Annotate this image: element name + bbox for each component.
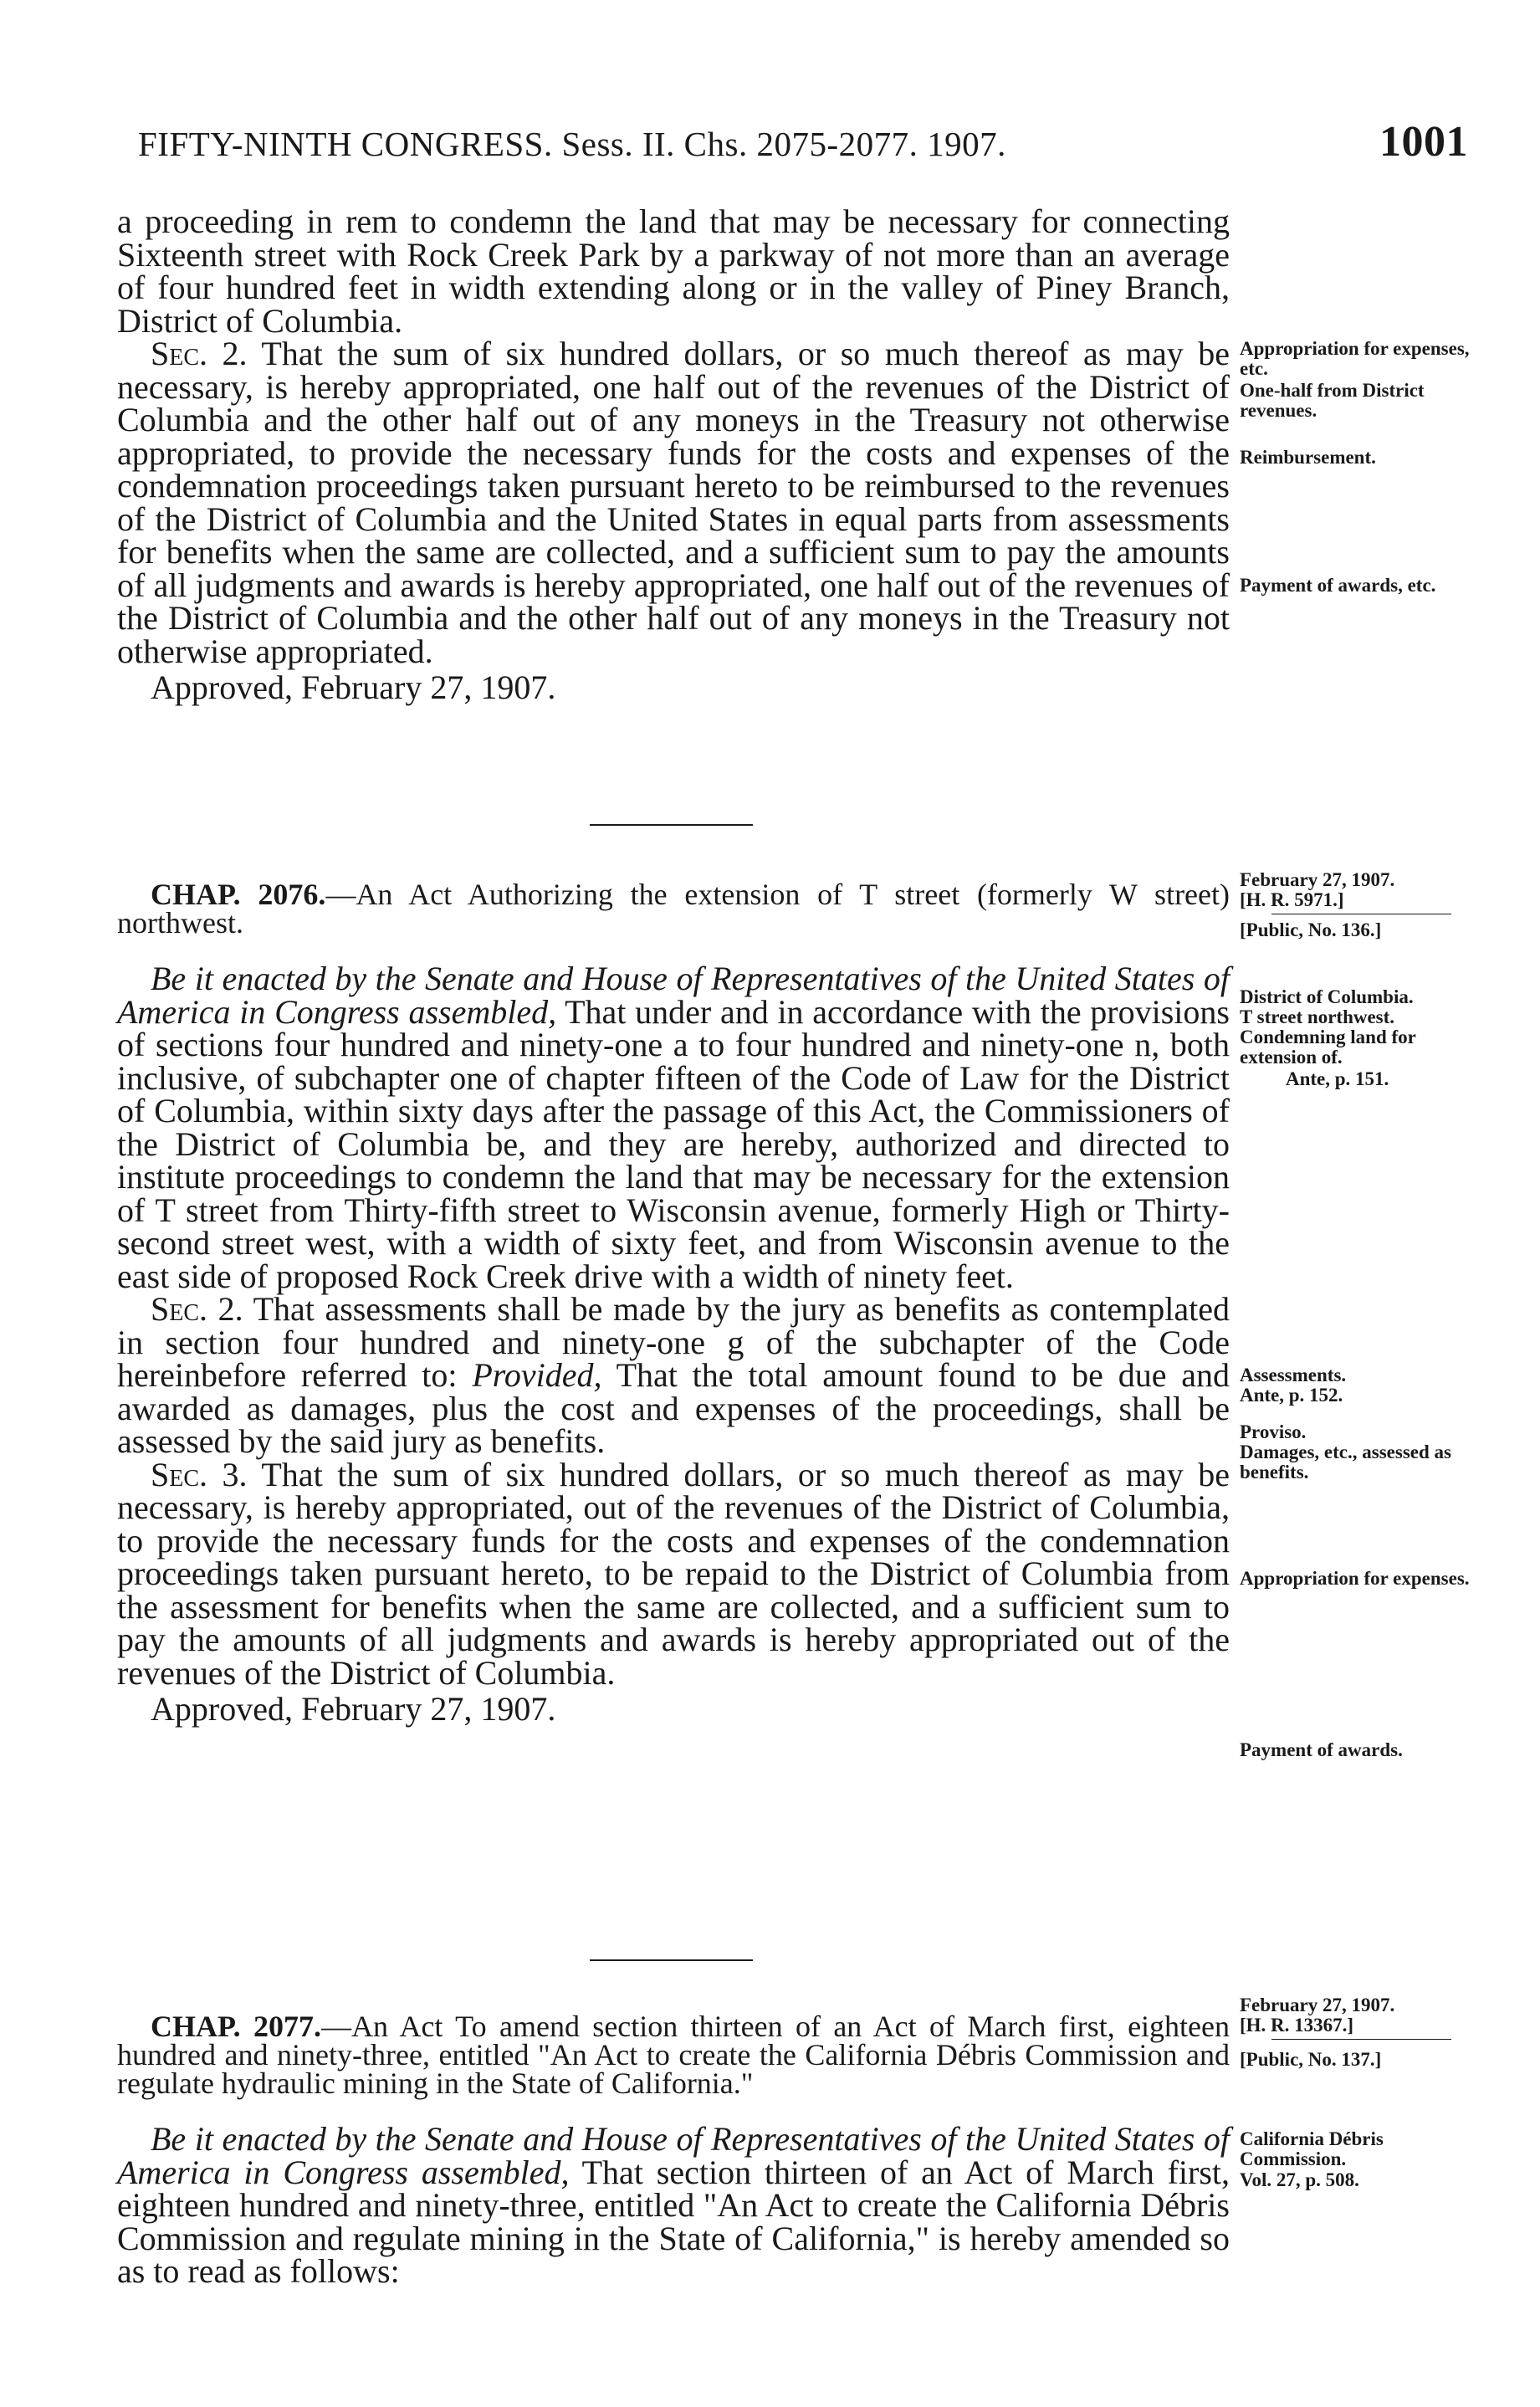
enacting-clause: Be it enacted by the Senate and House of Representatives of the United States of America in Congress assembled,	[117, 960, 1230, 1031]
margin-note-payment: Payment of awards.	[1240, 1739, 1403, 1760]
approval-line: Approved, February 27, 1907.	[151, 1690, 556, 1728]
enacting-paragraph	[117, 962, 1230, 1293]
margin-date: February 27, 1907.	[1240, 869, 1395, 890]
margin-public-law: [Public, No. 137.]	[1240, 2049, 1382, 2070]
chapter-2077-body	[117, 2012, 1230, 2288]
section-text: That the total amount found to be due and awarded as damages, plus the cost and expenses of the proceedings, shall be assessed by the said jury as benefits.	[117, 1356, 1230, 1460]
chapter-heading	[117, 878, 1230, 940]
margin-note-one-half: One-half from District revenues.	[1240, 380, 1425, 421]
section-3-paragraph	[117, 1455, 1230, 1692]
margin-note-ante-151: Ante, p. 151.	[1286, 1068, 1389, 1089]
section-2-paragraph	[117, 337, 1230, 668]
section-divider	[590, 1959, 753, 1961]
margin-note-ante-152: Ante, p. 152.	[1240, 1385, 1343, 1406]
chapter-2076-body	[117, 880, 1230, 1726]
margin-note-reimbursement: Reimbursement.	[1240, 447, 1376, 468]
margin-bill-number: [H. R. 5971.]	[1240, 889, 1344, 910]
margin-public-law: [Public, No. 136.]	[1240, 919, 1382, 940]
margin-note-payment: Payment of awards, etc.	[1240, 575, 1436, 596]
section-label: Sec. 3.	[151, 1455, 248, 1493]
margin-note-appropriation: Appropriation for expenses, etc.	[1240, 338, 1470, 379]
section-text: That under and in accordance with the provisions of sections four hundred and ninety-one a to four hundred and ninety-one n, both inclusive, of subchapter one of chapter fifteen of the Code of Law for the District of Columbia, within sixty days after the passage of this Act, the Commissioners of the District of Columbia be, and they are hereby, authorized and directed to institute proceedings to condemn the land that may be necessary for the extension of T street from Thirty-fifth street to Wisconsin avenue, formerly High or Thirty-second street west, with a width of sixty feet, and from Wisconsin avenue to the east side of proposed Rock Creek drive with a width of ninety feet.	[117, 992, 1230, 1295]
margin-bill-number: [H. R. 13367.]	[1240, 2015, 1354, 2036]
section-label: Sec. 2.	[151, 1290, 243, 1328]
margin-note-condemning: Condemning land for extension of.	[1240, 1027, 1416, 1068]
chapter-title: —An Act To amend section thirteen of an Act of March first, eighteen hundred and ninety-three, entitled "An Act to create the California Débris Commission and regulate hydraulic mining in the State of California."	[117, 2010, 1230, 2100]
section-text: That assessments shall be made by the jury as benefits as contemplated in section four hundred and ninety-one g of the subchapter of the Code hereinbefore referred to:	[117, 1290, 1230, 1394]
running-title: FIFTY-NINTH CONGRESS. Sess. II. Chs. 2075-2077. 1907.	[138, 125, 1006, 163]
margin-note-assessments: Assessments.	[1240, 1365, 1347, 1385]
section-2-paragraph	[117, 1290, 1230, 1460]
running-header	[138, 117, 1468, 176]
continuation-paragraph: a proceeding in rem to condemn the land that may be necessary for connecting Sixteenth street with Rock Creek Park by a parkway of not more than an average of four hundred feet in width extending along or in the valley of Piney Branch, District of Columbia.	[117, 202, 1230, 340]
margin-note-district: District of Columbia.	[1240, 986, 1414, 1007]
section-text: That the sum of six hundred dollars, or so much thereof as may be necessary, is hereby appropriated, out of the revenues of the District of Columbia, to provide the necessary funds for the costs and expenses of the condemnation proceedings taken pursuant hereto, to be repaid to the District of Columbia from the assessment for benefits when the same are collected, and a sufficient sum to pay the amounts of all judgments and awards is hereby appropriated out of the revenues of the District of Columbia.	[117, 1455, 1230, 1692]
chapter-2075-body	[117, 202, 1230, 706]
margin-note-commission: California Débris Commission.	[1240, 2128, 1384, 2169]
enacting-paragraph	[117, 2120, 1230, 2290]
chapter-title: —An Act Authorizing the extension of T street (formerly W street) northwest.	[117, 878, 1230, 940]
margin-note-t-street: T street northwest.	[1240, 1006, 1395, 1027]
page-number: 1001	[1379, 118, 1468, 166]
enacting-clause: Be it enacted by the Senate and House of Representatives of the United States of America in Congress assembled,	[117, 2120, 1230, 2191]
section-text: That section thirteen of an Act of March first, eighteen hundred and ninety-three, entitled "An Act to create the California Débris Commission and regulate mining in the State of California," is hereby amended so as to read as follows:	[117, 2153, 1230, 2290]
section-text: That the sum of six hundred dollars, or so much thereof as may be necessary, is hereby appropriated, one half out of the revenues of the District of Columbia and the other half out of any moneys in the Treasury not otherwise appropriated, to provide the necessary funds for the costs and expenses of the condemnation proceedings taken pursuant hereto to be reimbursed to the revenues of the District of Columbia and the United States in equal parts from assessments for benefits when the same are collected, and a sufficient sum to pay the amounts of all judgments and awards is hereby appropriated, one half out of the revenues of the District of Columbia and the other half out of any moneys in the Treasury not otherwise appropriated.	[117, 335, 1230, 670]
margin-note-proviso: Proviso.	[1240, 1421, 1307, 1442]
approval-line: Approved, February 27, 1907.	[151, 668, 556, 706]
margin-rule	[1271, 2039, 1451, 2040]
margin-note-damages: Damages, etc., assessed as benefits.	[1240, 1442, 1451, 1483]
margin-note-appropriation: Appropriation for expenses.	[1240, 1568, 1470, 1589]
chapter-heading	[117, 2010, 1230, 2100]
section-divider	[590, 824, 753, 826]
proviso-word: Provided,	[472, 1356, 602, 1394]
chapter-number: CHAP. 2077.	[151, 2010, 322, 2043]
chapter-number: CHAP. 2076.	[151, 878, 326, 911]
margin-date: February 27, 1907.	[1240, 1995, 1395, 2015]
section-label: Sec. 2.	[151, 335, 248, 372]
margin-note-volume: Vol. 27, p. 508.	[1240, 2169, 1359, 2190]
